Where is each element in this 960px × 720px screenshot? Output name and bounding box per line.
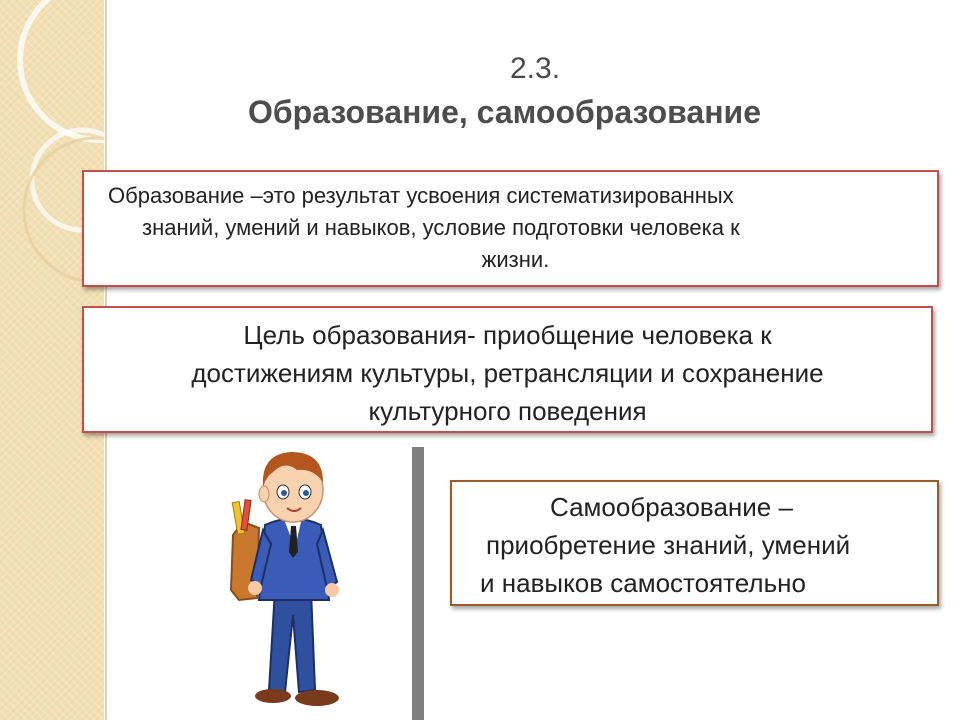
self-education-box (450, 480, 939, 606)
slide-title: Образование, самообразование (248, 94, 761, 130)
definition-line: Образование –это результат усвоения систематизированных (108, 183, 734, 208)
slide-number: 2.3. (510, 52, 561, 85)
definition-line: жизни. (481, 247, 550, 272)
goal-line: достижениям культуры, ретрансляции и сохранение (191, 358, 824, 388)
goal-box (82, 306, 933, 433)
definition-line: знаний, умений и навыков, условие подготовки человека к (142, 215, 740, 240)
self-education-line: Самообразование – (550, 492, 793, 522)
self-education-line: и навыков самостоятельно (480, 568, 806, 598)
goal-line: Цель образования- приобщение человека к (243, 320, 772, 350)
goal-line: культурного поведения (368, 396, 647, 426)
vertical-divider-bar (412, 447, 424, 720)
schoolboy-illustration-icon (225, 440, 365, 715)
definition-box (82, 170, 939, 287)
self-education-line: приобретение знаний, умений (486, 530, 851, 560)
